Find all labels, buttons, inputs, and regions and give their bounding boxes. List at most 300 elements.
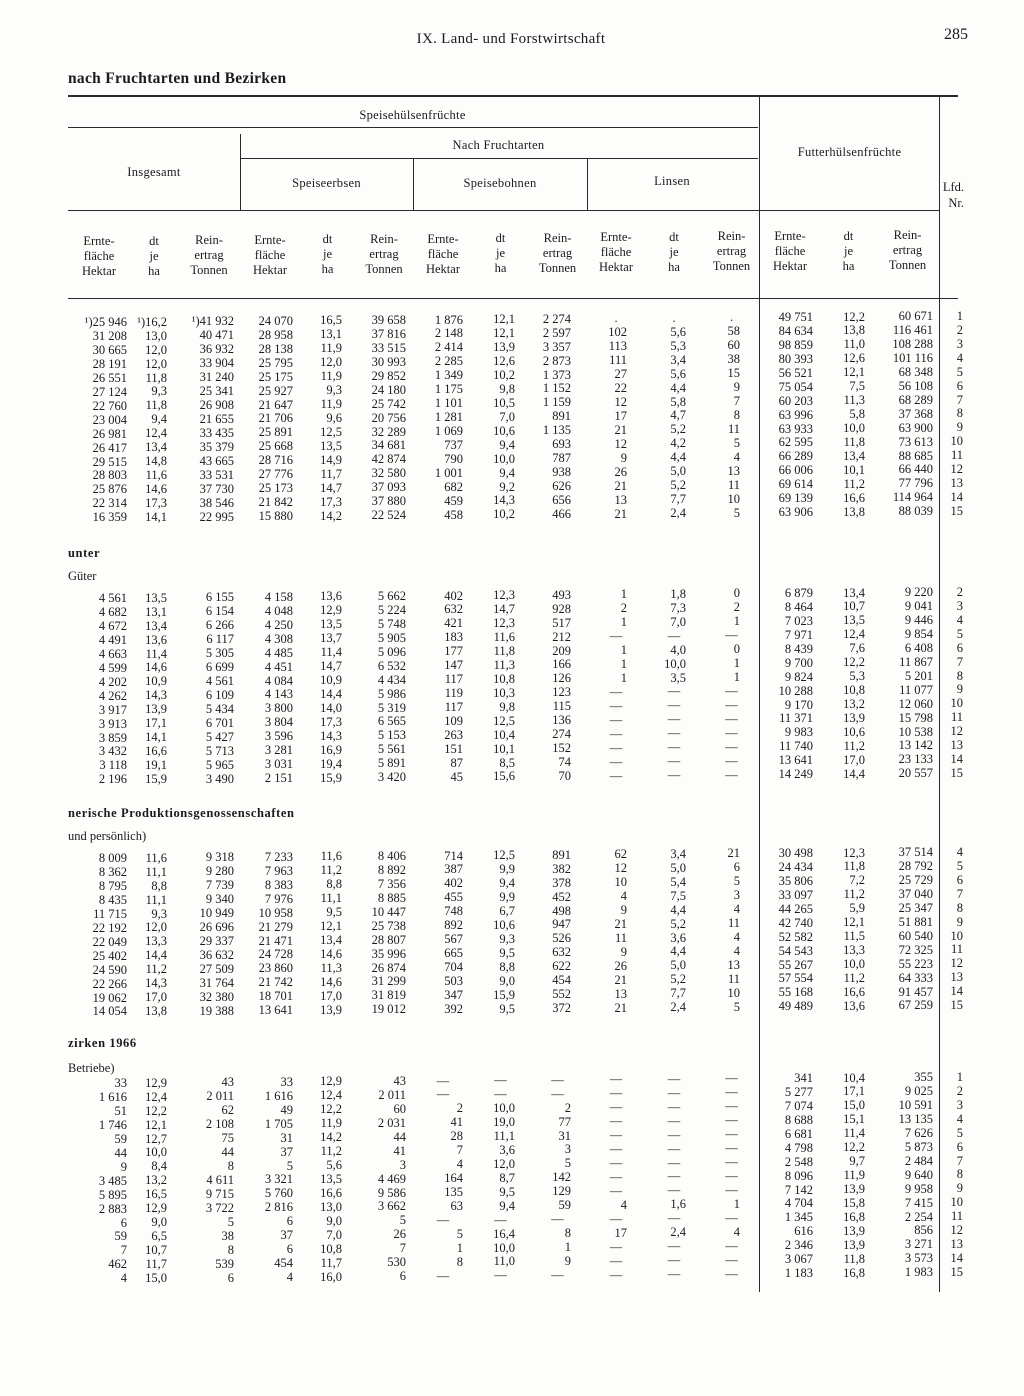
cell-speisebohnen-harvest: 891 — [552, 409, 571, 424]
cell-speiseerbsen-yield: 14,2 — [320, 508, 342, 523]
cell-insgesamt-area: 26 417 — [92, 440, 127, 455]
cell-insgesamt-area: 7 — [120, 1243, 127, 1258]
cell-futter-yield: 13,9 — [843, 1223, 865, 1238]
cell-speiseerbsen-area: 4 158 — [264, 589, 293, 604]
cell-speisebohnen-area: 421 — [444, 616, 463, 631]
cell-speisebohnen-area: 1 — [456, 1240, 463, 1255]
cell-linsen-area: — — [609, 684, 623, 699]
cell-speiseerbsen-harvest: 31 299 — [371, 974, 406, 989]
cell-linsen-harvest: 13 — [727, 463, 740, 478]
cell-futter-yield: 10,0 — [843, 421, 865, 436]
cell-linsen-area: 102 — [608, 325, 627, 340]
cell-linsen-harvest: 11 — [727, 971, 740, 986]
column-header-line: dt — [495, 231, 506, 246]
cell-speiseerbsen-harvest: 42 874 — [371, 452, 406, 467]
cell-insgesamt-area: 31 208 — [92, 328, 127, 343]
cell-speisebohnen-area: 151 — [444, 741, 463, 756]
cell-futter-harvest: 856 — [914, 1223, 933, 1238]
cell-linsen-harvest: 1 — [733, 656, 740, 671]
cell-speiseerbsen-harvest: 5 986 — [377, 686, 406, 701]
cell-linsen-yield: — — [667, 698, 681, 713]
cell-insgesamt-harvest: 22 995 — [199, 509, 234, 524]
cell-linsen-yield: 3,6 — [670, 930, 686, 945]
cell-insgesamt-harvest: 4 611 — [206, 1172, 234, 1187]
cell-insgesamt-yield: 15,0 — [145, 1271, 167, 1285]
cell-speiseerbsen-harvest: 3 — [399, 1157, 406, 1172]
cell-insgesamt-yield: 10,0 — [145, 1145, 167, 1160]
cell-futter-yield: 11,8 — [843, 435, 865, 450]
cell-insgesamt-area: 22 266 — [92, 976, 127, 991]
cell-insgesamt-yield: 9,4 — [151, 412, 167, 427]
cell-speisebohnen-yield: 10,2 — [493, 367, 515, 382]
cell-speisebohnen-yield: 9,4 — [499, 1198, 515, 1213]
cell-linsen-area: — — [609, 1128, 623, 1143]
cell-linsen-area: 26 — [614, 958, 627, 973]
cell-speisebohnen-harvest: 3 357 — [542, 339, 571, 354]
cell-lfd-nr: 11 — [950, 710, 963, 725]
cell-linsen-yield: 3,4 — [670, 846, 686, 861]
cell-lfd-nr: 8 — [956, 1167, 963, 1182]
table-row — [0, 1265, 1024, 1286]
cell-insgesamt-harvest: 75 — [221, 1131, 234, 1145]
cell-insgesamt-harvest: 539 — [215, 1256, 234, 1271]
cell-futter-area: 4 798 — [784, 1140, 813, 1155]
cell-linsen-harvest: 1 — [733, 670, 740, 685]
cell-insgesamt-area: 22 049 — [92, 934, 127, 949]
cell-futter-area: 69 614 — [778, 477, 813, 492]
cell-insgesamt-harvest: 8 — [227, 1242, 234, 1257]
cell-speiseerbsen-area: 4 308 — [264, 631, 293, 646]
cell-insgesamt-harvest: 36 932 — [199, 342, 234, 357]
cell-insgesamt-harvest: 2 011 — [206, 1089, 234, 1104]
cell-insgesamt-harvest: 43 — [221, 1075, 234, 1090]
cell-insgesamt-yield: 13,3 — [145, 934, 167, 949]
cell-futter-yield: 13,9 — [843, 1237, 865, 1252]
group-header-insgesamt: Insgesamt — [127, 165, 181, 179]
cell-insgesamt-harvest: 5 713 — [205, 743, 234, 758]
cell-linsen-yield: — — [667, 1099, 681, 1114]
cell-insgesamt-area: 3 859 — [98, 730, 127, 745]
cell-speisebohnen-yield: 3,6 — [499, 1142, 515, 1157]
cell-insgesamt-area: 4 262 — [98, 688, 127, 703]
cell-linsen-harvest: 38 — [727, 352, 740, 367]
cell-linsen-harvest: 0 — [733, 642, 740, 657]
cell-linsen-harvest: — — [725, 725, 738, 740]
cell-insgesamt-harvest: 5 434 — [205, 701, 234, 716]
cell-linsen-yield: 5,2 — [670, 478, 686, 493]
cell-speiseerbsen-area: 13 641 — [258, 1003, 293, 1018]
cell-futter-area: 69 139 — [778, 491, 813, 506]
cell-insgesamt-area: 2 883 — [98, 1201, 127, 1216]
cell-futter-harvest: 37 514 — [898, 845, 933, 859]
cell-speisebohnen-harvest: 552 — [552, 987, 571, 1002]
cell-speiseerbsen-yield: 10,9 — [320, 673, 342, 688]
cell-speiseerbsen-area: 49 — [280, 1102, 293, 1117]
cell-futter-yield: 16,6 — [843, 490, 865, 505]
cell-futter-harvest: 3 271 — [904, 1237, 933, 1252]
cell-linsen-harvest: — — [725, 1266, 738, 1281]
column-header-linsen-harvest — [703, 229, 760, 275]
cell-lfd-nr: 2 — [956, 1083, 963, 1098]
cell-speisebohnen-area: 1 349 — [434, 368, 463, 383]
cell-linsen-area: 21 — [614, 478, 627, 493]
cell-insgesamt-yield: 9,3 — [151, 906, 167, 921]
section-label: unter — [68, 546, 101, 560]
cell-linsen-yield: 4,4 — [670, 380, 686, 395]
cell-insgesamt-harvest: 6 154 — [205, 604, 234, 619]
cell-linsen-harvest: 5 — [733, 874, 740, 889]
cell-speiseerbsen-harvest: 8 406 — [377, 848, 406, 863]
cell-speiseerbsen-yield: 11,3 — [320, 961, 342, 975]
cell-insgesamt-yield: 11,8 — [145, 370, 167, 385]
cell-linsen-area: 2 — [620, 601, 627, 616]
cell-linsen-area: 22 — [614, 381, 627, 396]
cell-futter-harvest: 13 135 — [898, 1111, 933, 1126]
cell-speiseerbsen-harvest: 5 905 — [377, 630, 406, 645]
cell-speisebohnen-harvest: 632 — [552, 945, 571, 960]
cell-linsen-yield: — — [667, 684, 681, 699]
cell-lfd-nr: 12 — [950, 956, 963, 971]
cell-insgesamt-harvest: 5 — [227, 1214, 234, 1229]
cell-linsen-harvest: 13 — [727, 958, 740, 972]
cell-insgesamt-yield: 11,2 — [145, 962, 167, 977]
column-header-futter-area — [760, 229, 820, 275]
cell-speiseerbsen-yield: 13,5 — [320, 1172, 342, 1187]
cell-linsen-yield: — — [667, 1211, 681, 1226]
cell-speiseerbsen-yield: 11,9 — [320, 397, 342, 412]
cell-speisebohnen-area: 632 — [444, 602, 463, 617]
cell-futter-harvest: 9 041 — [904, 598, 933, 613]
cell-futter-harvest: 2 254 — [904, 1209, 933, 1224]
cell-insgesamt-area: 51 — [114, 1103, 127, 1118]
cell-linsen-harvest: — — [725, 1238, 738, 1253]
cell-insgesamt-harvest: 26 908 — [199, 397, 234, 412]
cell-futter-area: 2 346 — [784, 1238, 813, 1253]
cell-futter-area: 52 582 — [778, 929, 813, 944]
cell-lfd-nr: 13 — [950, 970, 963, 985]
cell-futter-area: 63 996 — [778, 407, 813, 422]
cell-speisebohnen-harvest: 378 — [552, 875, 571, 890]
column-header-line: Hektar — [772, 258, 807, 273]
cell-lfd-nr: 4 — [956, 350, 963, 365]
cell-insgesamt-harvest: 36 632 — [199, 947, 234, 962]
cell-insgesamt-harvest: 26 696 — [199, 919, 234, 934]
column-header-line: je — [843, 243, 854, 258]
column-header-line: Tonnen — [712, 259, 751, 274]
cell-speisebohnen-yield: 9,9 — [499, 862, 515, 877]
cell-futter-area: 7 971 — [784, 627, 813, 642]
cell-speiseerbsen-area: 4 451 — [264, 659, 293, 674]
cell-insgesamt-yield: 11,6 — [145, 468, 167, 483]
cell-linsen-area: 11 — [614, 931, 627, 945]
cell-futter-yield: 12,1 — [843, 915, 865, 930]
cell-linsen-yield: 5,0 — [670, 958, 686, 973]
cell-speisebohnen-area: 1 001 — [434, 465, 463, 480]
column-header-futter-harvest — [877, 228, 938, 274]
cell-speisebohnen-area: 4 — [456, 1157, 463, 1172]
cell-speiseerbsen-yield: 12,9 — [320, 1074, 342, 1089]
cell-insgesamt-yield: 12,7 — [145, 1131, 167, 1146]
cell-speisebohnen-harvest: 77 — [558, 1114, 571, 1129]
cell-linsen-harvest: 11 — [727, 916, 740, 931]
cell-lfd-nr: 5 — [956, 626, 963, 641]
cell-insgesamt-harvest: 9 715 — [205, 1186, 234, 1201]
column-header-line: Ernte- — [83, 234, 115, 248]
cell-linsen-harvest: 3 — [733, 888, 740, 903]
cell-speisebohnen-yield: 9,5 — [499, 945, 515, 960]
cell-insgesamt-area: 3 913 — [98, 716, 127, 731]
cell-speiseerbsen-area: 25 795 — [258, 355, 293, 370]
cell-linsen-harvest: 4 — [733, 944, 740, 959]
cell-lfd-nr: 5 — [956, 364, 963, 379]
cell-linsen-yield: 5,0 — [670, 464, 686, 479]
cell-insgesamt-yield: 17,0 — [145, 990, 167, 1005]
cell-linsen-area: — — [609, 1253, 623, 1268]
cell-lfd-nr: 15 — [950, 766, 963, 781]
cell-speiseerbsen-yield: 11,9 — [320, 369, 342, 384]
cell-speisebohnen-area: 704 — [444, 960, 463, 975]
cell-insgesamt-yield: 13,4 — [145, 440, 167, 455]
cell-futter-area: 30 498 — [778, 845, 813, 860]
cell-speisebohnen-area: 458 — [444, 507, 463, 522]
cell-futter-harvest: 5 201 — [904, 668, 933, 683]
cell-futter-yield: 13,8 — [843, 323, 865, 338]
cell-speiseerbsen-harvest: 5 662 — [377, 588, 406, 603]
cell-futter-area: 49 751 — [778, 309, 813, 324]
cell-speiseerbsen-yield: 11,7 — [320, 466, 342, 481]
cell-futter-area: 62 595 — [778, 435, 813, 450]
cell-futter-yield: 12,4 — [843, 627, 865, 642]
cell-futter-yield: 11,8 — [843, 1251, 865, 1266]
cell-speiseerbsen-yield: 8,8 — [326, 877, 342, 892]
cell-linsen-yield: 5,3 — [670, 338, 686, 353]
cell-speiseerbsen-harvest: 29 852 — [371, 368, 406, 383]
cell-speisebohnen-area: 2 285 — [434, 354, 463, 369]
cell-speisebohnen-yield: 9,4 — [499, 437, 515, 452]
cell-speiseerbsen-area: 4 485 — [264, 645, 293, 660]
cell-futter-yield: 11,2 — [843, 887, 865, 902]
cell-linsen-harvest: 60 — [727, 338, 740, 353]
cell-futter-harvest: 12 060 — [898, 696, 933, 711]
cell-speiseerbsen-area: 3 804 — [264, 715, 293, 730]
cell-linsen-area: 13 — [614, 986, 627, 1001]
cell-speiseerbsen-area: 23 860 — [258, 961, 293, 976]
cell-insgesamt-area: 25 402 — [92, 948, 127, 963]
group-header-speiseerbsen: Speiseerbsen — [292, 176, 361, 190]
cell-speisebohnen-yield: 12,1 — [493, 312, 515, 327]
cell-futter-area: 10 288 — [778, 683, 813, 698]
cell-linsen-harvest: 8 — [733, 408, 740, 423]
cell-linsen-harvest: 4 — [733, 1224, 740, 1239]
cell-lfd-nr: 15 — [950, 1265, 963, 1280]
cell-speiseerbsen-yield: 14,9 — [320, 452, 342, 467]
cell-speisebohnen-harvest: — — [551, 1268, 564, 1282]
cell-speiseerbsen-area: 3 800 — [264, 701, 293, 716]
cell-insgesamt-yield: 13,5 — [145, 590, 167, 605]
cell-insgesamt-yield: 14,6 — [145, 482, 167, 497]
cell-speiseerbsen-yield: 9,5 — [326, 905, 342, 920]
cell-speisebohnen-yield: — — [494, 1073, 507, 1088]
cell-insgesamt-area: 22 760 — [92, 398, 127, 413]
section-label: zirken 1966 — [68, 1036, 137, 1050]
cell-insgesamt-yield: 17,3 — [145, 496, 167, 511]
cell-lfd-nr: 6 — [956, 1139, 963, 1154]
cell-linsen-harvest: — — [725, 684, 738, 699]
cell-insgesamt-harvest: 5 427 — [205, 729, 234, 744]
cell-linsen-yield: 2,4 — [670, 1000, 686, 1015]
column-header-line: ha — [321, 262, 334, 277]
cell-futter-yield: 15,8 — [843, 1196, 865, 1211]
cell-speisebohnen-yield: 14,7 — [493, 602, 515, 617]
cell-linsen-area: — — [609, 1114, 623, 1129]
cell-insgesamt-yield: 14,1 — [145, 730, 167, 745]
column-header-line: Tonnen — [538, 260, 577, 275]
cell-speiseerbsen-yield: 14,3 — [320, 728, 342, 743]
cell-futter-harvest: 9 220 — [904, 585, 933, 599]
cell-insgesamt-yield: 12,4 — [145, 1089, 167, 1104]
cell-linsen-yield: — — [667, 1169, 681, 1184]
cell-insgesamt-harvest: 43 665 — [199, 453, 234, 468]
cell-insgesamt-yield: 8,4 — [151, 1159, 167, 1174]
cell-insgesamt-area: 28 191 — [92, 356, 127, 371]
cell-speisebohnen-yield: 9,8 — [499, 381, 515, 396]
cell-futter-yield: 10,4 — [843, 1070, 865, 1085]
cell-speisebohnen-harvest: 382 — [552, 861, 571, 876]
cell-insgesamt-harvest: 9 280 — [205, 864, 234, 879]
cell-speiseerbsen-yield: 11,1 — [320, 891, 342, 906]
cell-insgesamt-area: 14 054 — [92, 1004, 127, 1019]
column-header-line: Rein- — [717, 229, 746, 244]
cell-futter-yield: 16,8 — [843, 1210, 865, 1224]
cell-speisebohnen-harvest: 938 — [552, 465, 571, 480]
cell-speiseerbsen-harvest: 32 289 — [371, 424, 406, 439]
cell-linsen-yield: 5,2 — [670, 422, 686, 437]
cell-linsen-area: — — [609, 629, 623, 644]
cell-speisebohnen-area: 1 101 — [434, 396, 463, 411]
cell-speiseerbsen-area: 21 742 — [258, 975, 293, 990]
cell-insgesamt-harvest: 21 655 — [199, 411, 234, 426]
cell-insgesamt-area: 30 665 — [92, 342, 127, 357]
cell-speiseerbsen-harvest: 7 356 — [377, 876, 406, 891]
cell-linsen-yield: 2,4 — [670, 506, 686, 521]
column-header-line: Rein- — [543, 230, 572, 245]
cell-linsen-yield: 4,7 — [670, 408, 686, 423]
cell-linsen-area: 1 — [620, 657, 627, 672]
cell-speisebohnen-harvest: 693 — [552, 437, 571, 452]
cell-speisebohnen-harvest: 115 — [552, 699, 571, 714]
cell-insgesamt-yield: 13,6 — [145, 632, 167, 647]
cell-insgesamt-yield: 16,5 — [145, 1187, 167, 1202]
cell-linsen-area: — — [609, 1156, 623, 1170]
cell-linsen-harvest: — — [725, 1141, 738, 1156]
cell-linsen-area: 62 — [614, 847, 627, 862]
cell-insgesamt-harvest: 38 — [221, 1228, 234, 1243]
cell-futter-area: 84 634 — [778, 323, 813, 338]
column-header-speisebohnen-harvest — [528, 231, 587, 277]
cell-futter-area: 4 704 — [784, 1196, 813, 1211]
cell-speisebohnen-area: 41 — [450, 1115, 463, 1130]
cell-speisebohnen-area: 28 — [450, 1129, 463, 1144]
cell-futter-harvest: 101 116 — [892, 350, 933, 365]
cell-insgesamt-harvest: 10 949 — [199, 906, 234, 920]
cell-linsen-harvest: — — [725, 1183, 738, 1197]
cell-speisebohnen-yield: — — [494, 1268, 507, 1283]
cell-speiseerbsen-harvest: 26 — [393, 1227, 406, 1242]
cell-linsen-area: — — [609, 712, 623, 727]
section-label: und persönlich) — [68, 829, 147, 843]
cell-linsen-area: — — [609, 1086, 623, 1101]
cell-futter-area: 54 543 — [778, 943, 813, 958]
cell-insgesamt-harvest: 44 — [221, 1144, 234, 1159]
cell-linsen-yield: 3,4 — [670, 352, 686, 367]
cell-futter-area: 9 700 — [784, 655, 813, 670]
cell-speiseerbsen-harvest: 4 469 — [377, 1171, 406, 1186]
cell-speisebohnen-area: 402 — [444, 876, 463, 891]
cell-lfd-nr: 14 — [950, 490, 963, 505]
cell-speisebohnen-area: 8 — [456, 1254, 463, 1269]
cell-linsen-yield: — — [667, 1253, 681, 1268]
cell-futter-area: 60 203 — [778, 393, 813, 408]
cell-futter-harvest: 13 142 — [898, 738, 933, 753]
cell-speiseerbsen-area: 7 976 — [264, 891, 293, 906]
cell-speisebohnen-harvest: — — [551, 1086, 564, 1101]
cell-linsen-harvest: — — [725, 739, 738, 754]
cell-insgesamt-harvest: ¹)41 932 — [191, 314, 234, 329]
cell-insgesamt-yield: 13,8 — [145, 1004, 167, 1019]
cell-insgesamt-yield: 13,0 — [145, 328, 167, 343]
cell-speiseerbsen-area: 5 — [286, 1158, 293, 1173]
cell-speisebohnen-yield: 10,0 — [493, 1240, 515, 1255]
cell-speiseerbsen-area: 15 880 — [258, 509, 293, 524]
cell-lfd-nr: 14 — [950, 984, 963, 999]
cell-speisebohnen-harvest: 626 — [552, 479, 571, 494]
cell-linsen-area: — — [609, 768, 623, 783]
cell-insgesamt-harvest: 33 531 — [199, 467, 234, 482]
cell-linsen-yield: 5,2 — [670, 916, 686, 931]
cell-linsen-harvest: — — [725, 1252, 738, 1267]
cell-speiseerbsen-harvest: 24 180 — [371, 382, 406, 397]
cell-speisebohnen-area: 387 — [444, 862, 463, 877]
cell-insgesamt-yield: 11,7 — [145, 1257, 167, 1272]
cell-linsen-yield: 2,4 — [670, 1225, 686, 1240]
cell-insgesamt-area: 1 746 — [98, 1117, 127, 1132]
cell-insgesamt-area: 29 515 — [92, 454, 127, 469]
cell-futter-harvest: 55 223 — [898, 956, 933, 971]
cell-lfd-nr: 10 — [950, 434, 963, 449]
cell-linsen-harvest: 7 — [733, 394, 740, 409]
cell-futter-harvest: 5 873 — [904, 1139, 933, 1154]
cell-futter-yield: 9,7 — [849, 1154, 865, 1169]
cell-lfd-nr: 13 — [950, 738, 963, 753]
cell-insgesamt-yield: ¹)16,2 — [137, 314, 167, 329]
cell-linsen-yield: — — [667, 768, 681, 783]
cell-linsen-harvest: 6 — [733, 860, 740, 875]
cell-speisebohnen-yield: 12,6 — [493, 353, 515, 368]
cell-linsen-area: 1 — [620, 587, 627, 602]
cell-linsen-area: 27 — [614, 367, 627, 382]
cell-linsen-harvest: — — [725, 711, 738, 726]
cell-speisebohnen-yield: 12,5 — [493, 713, 515, 728]
rule-under-subgroups — [68, 210, 939, 211]
cell-speiseerbsen-area: 25 175 — [258, 369, 293, 384]
cell-linsen-area: — — [609, 1072, 623, 1087]
cell-insgesamt-area: 4 202 — [98, 674, 127, 689]
cell-linsen-yield: — — [667, 1085, 681, 1100]
cell-lfd-nr: 6 — [956, 378, 963, 393]
cell-lfd-nr: 5 — [956, 1125, 963, 1140]
cell-futter-harvest: 108 288 — [892, 336, 933, 351]
cell-linsen-harvest: 11 — [727, 477, 740, 492]
